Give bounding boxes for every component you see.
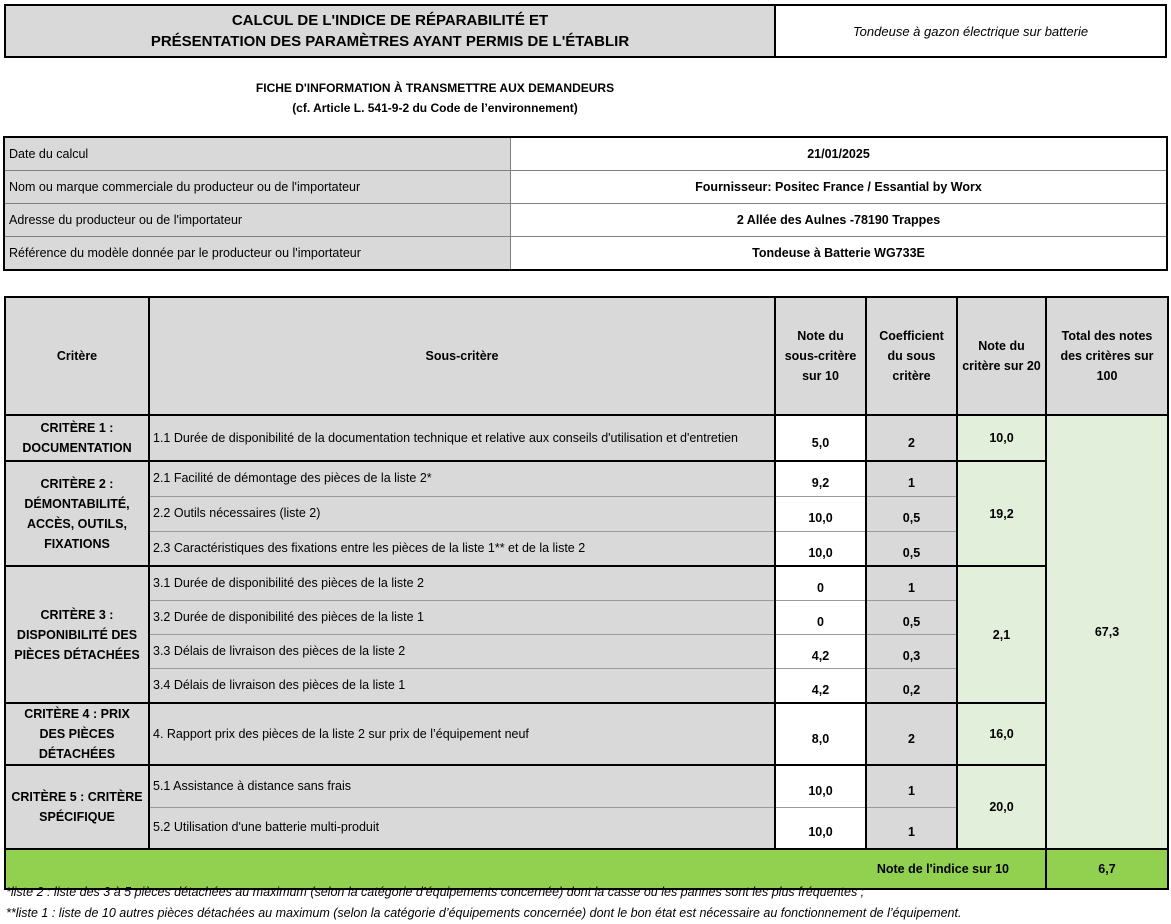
subcriterion-note: 8,0 — [775, 703, 866, 765]
subcriterion-label: 5.2 Utilisation d'une batterie multi-produit — [149, 807, 775, 849]
subcriterion-coef: 0,5 — [866, 600, 957, 634]
criterion-label: CRITÈRE 1 : DOCUMENTATION — [5, 415, 149, 461]
subcriterion-note: 0 — [775, 566, 866, 600]
fiche-line-2: (cf. Article L. 541-9-2 du Code de l’environnement) — [292, 101, 578, 115]
footnotes — [6, 882, 961, 924]
subcriterion-note: 5,0 — [775, 415, 866, 461]
footnote-liste-1: **liste 1 : liste de 10 autres pièces détachées au maximum (selon la catégorie d’équipements concernée) dont le bon état est nécessaire au fonctionnement de l’équipement. — [6, 906, 962, 920]
criterion-note: 19,2 — [957, 461, 1046, 566]
subcriterion-label: 3.2 Durée de disponibilité des pièces de la liste 1 — [149, 600, 775, 634]
subcriterion-label: 3.4 Délais de livraison des pièces de la liste 1 — [149, 668, 775, 703]
table-row — [5, 566, 1168, 600]
fiche-heading — [130, 78, 740, 118]
info-value-date: 21/01/2025 — [511, 138, 1167, 171]
info-label-address: Adresse du producteur ou de l'importateur — [5, 204, 511, 237]
subcriterion-coef: 0,2 — [866, 668, 957, 703]
subcriterion-coef: 1 — [866, 566, 957, 600]
footnote-liste-2: *liste 2 : liste des 3 à 5 pièces détachées au maximum (selon la catégorie d’équipements concernée) dont la casse ou les pannes sont les plus fréquentes ; — [6, 885, 865, 899]
subcriterion-label: 2.1 Facilité de démontage des pièces de la liste 2* — [149, 461, 775, 496]
subcriterion-note: 10,0 — [775, 807, 866, 849]
criterion-note: 20,0 — [957, 765, 1046, 849]
subcriterion-coef: 2 — [866, 415, 957, 461]
subcriterion-label: 3.3 Délais de livraison des pièces de la liste 2 — [149, 634, 775, 668]
info-row — [5, 204, 1167, 237]
subcriterion-label: 3.1 Durée de disponibilité des pièces de la liste 2 — [149, 566, 775, 600]
subcriterion-coef: 0,5 — [866, 496, 957, 531]
subcriterion-coef: 1 — [866, 461, 957, 496]
subcriterion-coef: 2 — [866, 703, 957, 765]
fiche-line-1: FICHE D'INFORMATION À TRANSMETTRE AUX DEMANDEURS — [255, 81, 615, 95]
info-row — [5, 171, 1167, 204]
table-row — [5, 703, 1168, 765]
table-row — [5, 765, 1168, 807]
title-line-2: PRÉSENTATION DES PARAMÈTRES AYANT PERMIS DE L'ÉTABLIR — [150, 33, 630, 50]
info-value-brand: Fournisseur: Positec France / Essantial by Worx — [511, 171, 1167, 204]
info-label-reference: Référence du modèle donnée par le producteur ou l'importateur — [5, 237, 511, 270]
header-total: Total des notes des critères sur 100 — [1046, 297, 1168, 415]
criterion-label: CRITÈRE 3 : DISPONIBILITÉ DES PIÈCES DÉTACHÉES — [5, 566, 149, 703]
header-coefficient: Coefficient du sous critère — [866, 297, 957, 415]
subcriterion-note: 10,0 — [775, 765, 866, 807]
subcriterion-note: 9,2 — [775, 461, 866, 496]
criterion-label: CRITÈRE 4 : PRIX DES PIÈCES DÉTACHÉES — [5, 703, 149, 765]
subcriterion-coef: 0,3 — [866, 634, 957, 668]
final-score-value: 6,7 — [1046, 849, 1168, 889]
subcriterion-note: 4,2 — [775, 634, 866, 668]
subcriterion-note: 0 — [775, 600, 866, 634]
info-table — [4, 137, 1167, 270]
info-value-address: 2 Allée des Aulnes -78190 Trappes — [511, 204, 1167, 237]
header-critere: Critère — [5, 297, 149, 415]
document-header — [4, 4, 1167, 58]
title-line-1: CALCUL DE L'INDICE DE RÉPARABILITÉ ET — [231, 12, 549, 29]
table-header-row — [5, 297, 1168, 415]
subcriterion-note: 4,2 — [775, 668, 866, 703]
info-row — [5, 237, 1167, 270]
info-label-brand: Nom ou marque commerciale du producteur ou de l'importateur — [5, 171, 511, 204]
subcriterion-coef: 1 — [866, 765, 957, 807]
subcriterion-label: 5.1 Assistance à distance sans frais — [149, 765, 775, 807]
header-note-critere: Note du critère sur 20 — [957, 297, 1046, 415]
product-type: Tondeuse à gazon électrique sur batterie — [852, 23, 1089, 39]
criterion-label: CRITÈRE 2 : DÉMONTABILITÉ, ACCÈS, OUTILS, FIXATIONS — [5, 461, 149, 566]
total-value: 67,3 — [1046, 415, 1168, 849]
subcriterion-label: 1.1 Durée de disponibilité de la documentation technique et relative aux conseils d'utilisation et d'entretien — [149, 415, 775, 461]
subcriterion-label: 2.2 Outils nécessaires (liste 2) — [149, 496, 775, 531]
subcriterion-label: 4. Rapport prix des pièces de la liste 2 sur prix de l’équipement neuf — [149, 703, 775, 765]
criterion-note: 10,0 — [957, 415, 1046, 461]
criterion-note: 2,1 — [957, 566, 1046, 703]
header-sous-critere: Sous-critère — [149, 297, 775, 415]
subcriterion-note: 10,0 — [775, 531, 866, 566]
criterion-note: 16,0 — [957, 703, 1046, 765]
final-score-label: Note de l'indice sur 10 — [5, 849, 1046, 889]
subcriterion-coef: 0,5 — [866, 531, 957, 566]
criterion-label: CRITÈRE 5 : CRITÈRE SPÉCIFIQUE — [5, 765, 149, 849]
repairability-table — [4, 296, 1169, 890]
subcriterion-label: 2.3 Caractéristiques des fixations entre les pièces de la liste 1** et de la liste 2 — [149, 531, 775, 566]
header-note-sous-critere: Note du sous-critère sur 10 — [775, 297, 866, 415]
info-label-date: Date du calcul — [5, 138, 511, 171]
subcriterion-coef: 1 — [866, 807, 957, 849]
subcriterion-note: 10,0 — [775, 496, 866, 531]
document-title — [6, 6, 776, 56]
table-row — [5, 415, 1168, 461]
table-row — [5, 461, 1168, 496]
info-value-reference: Tondeuse à Batterie WG733E — [511, 237, 1167, 270]
info-row — [5, 138, 1167, 171]
